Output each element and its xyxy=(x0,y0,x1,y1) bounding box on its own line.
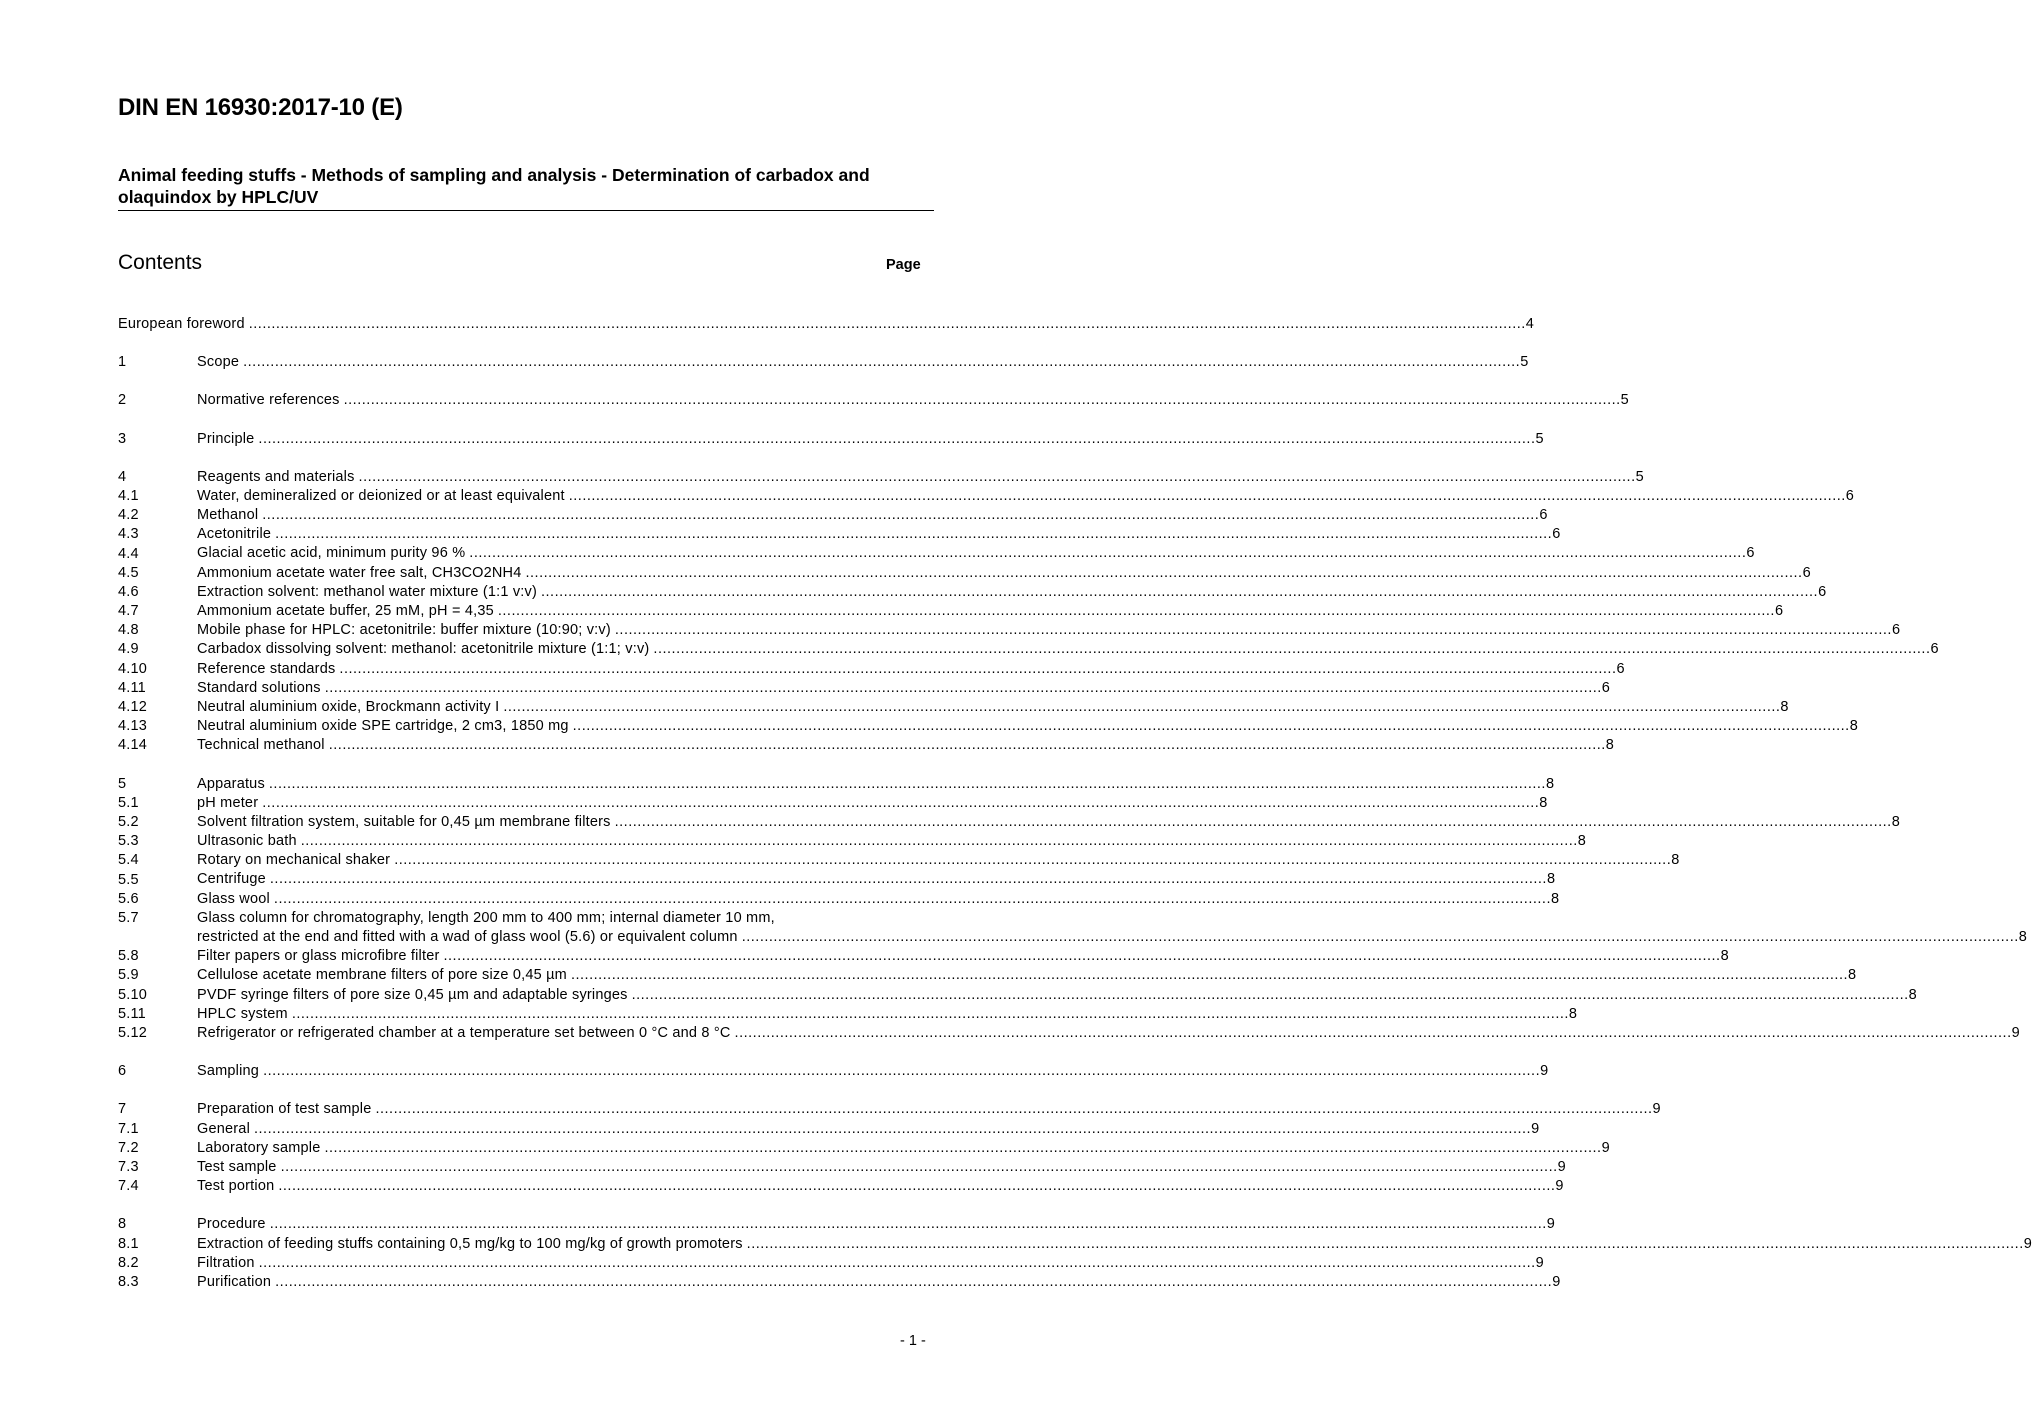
toc-entry[interactable] xyxy=(118,986,1917,1005)
toc-entry-number: 4.13 xyxy=(118,718,148,735)
toc-entry-label: Acetonitrile xyxy=(197,526,272,543)
toc-dot-leader xyxy=(259,1254,1536,1273)
toc-entry-number: 4.6 xyxy=(118,583,139,600)
toc-entry[interactable] xyxy=(118,525,1561,544)
toc-entry[interactable] xyxy=(118,430,1544,449)
toc-entry-label: European foreword xyxy=(118,315,245,332)
toc-entry-page: 9 xyxy=(1540,1063,1549,1080)
toc-dot-leader xyxy=(747,1235,2024,1254)
toc-entry-page: 5 xyxy=(1535,430,1544,447)
toc-dot-leader xyxy=(526,564,1803,583)
toc-entry[interactable] xyxy=(118,832,1587,851)
toc-entry-number: 4.10 xyxy=(118,660,148,677)
toc-entry-number: 5.3 xyxy=(118,833,139,850)
toc-entry-label: Standard solutions xyxy=(197,679,321,696)
toc-entry[interactable] xyxy=(118,602,1784,621)
toc-entry[interactable] xyxy=(118,1273,1561,1292)
toc-dot-leader xyxy=(262,794,1539,813)
toc-entry[interactable] xyxy=(118,315,1535,334)
toc-entry-number: 4 xyxy=(118,468,127,485)
toc-entry-page: 5 xyxy=(1520,354,1529,371)
toc-entry[interactable] xyxy=(118,966,1857,985)
toc-entry[interactable] xyxy=(118,1024,2020,1043)
toc-entry[interactable] xyxy=(118,1158,1566,1177)
page-column-heading: Page xyxy=(886,257,921,273)
toc-dot-leader xyxy=(274,890,1551,909)
toc-entry[interactable] xyxy=(118,1235,2032,1254)
toc-dot-leader xyxy=(375,1100,1652,1119)
toc-dot-leader xyxy=(270,870,1547,889)
toc-entry-page: 4 xyxy=(1525,315,1535,332)
toc-entry-page: 6 xyxy=(1539,507,1548,524)
toc-entry-number: 4.12 xyxy=(118,699,148,715)
toc-entry-label: Extraction of feeding stuffs containing 0,5 mg/kg to 100 mg/kg of growth promoters xyxy=(197,1235,743,1252)
toc-entry-number: 4.1 xyxy=(118,487,139,504)
toc-dot-leader xyxy=(329,736,1606,755)
toc-entry[interactable] xyxy=(118,851,1680,870)
toc-entry-page: 8 xyxy=(1671,852,1680,869)
toc-entry[interactable] xyxy=(118,564,1811,583)
toc-entry-page: 9 xyxy=(2023,1235,2032,1252)
toc-group xyxy=(118,1215,2032,1292)
toc-entry-page: 9 xyxy=(1531,1120,1540,1137)
toc-entry[interactable] xyxy=(118,871,1556,890)
toc-entry-number: 4.8 xyxy=(118,622,139,639)
toc-entry-page: 6 xyxy=(1845,487,1855,504)
toc-entry-number: 4.7 xyxy=(118,603,139,620)
toc-entry-label: Carbadox dissolving solvent: methanol: acetonitrile mixture (1:1; v:v) xyxy=(197,641,650,658)
toc-entry-number: 4.5 xyxy=(118,564,139,581)
toc-entry[interactable] xyxy=(118,1062,1549,1081)
document-title: Animal feeding stuffs - Methods of sampling and analysis - Determination of carbadox and olaquindox by HPLC/UV xyxy=(118,165,870,207)
toc-entry-number: 5.9 xyxy=(118,967,139,984)
toc-entry-number: 7.3 xyxy=(118,1158,139,1175)
toc-dot-leader xyxy=(339,660,1616,679)
toc-entry-label: Centrifuge xyxy=(197,871,266,888)
toc-entry-number: 8.2 xyxy=(118,1254,139,1271)
toc-entry-page: 6 xyxy=(1746,545,1755,562)
toc-entry[interactable] xyxy=(118,890,1560,909)
toc-entry-label: Scope xyxy=(197,354,240,371)
toc-dot-leader xyxy=(444,947,1721,966)
toc-dot-leader xyxy=(269,775,1546,794)
toc-entry-number: 7.4 xyxy=(118,1178,139,1195)
toc-entry[interactable] xyxy=(118,1120,1540,1139)
toc-dot-leader xyxy=(292,1005,1569,1024)
toc-entry-number: 5.5 xyxy=(118,871,139,888)
toc-entry-label: HPLC system xyxy=(197,1005,288,1022)
toc-entry-page: 6 xyxy=(1616,660,1625,677)
toc-entry-label: Test portion xyxy=(197,1178,275,1195)
toc-dot-leader xyxy=(615,621,1892,640)
toc-entry-page: 6 xyxy=(1891,622,1901,639)
toc-entry-number: 5.8 xyxy=(118,948,139,965)
toc-entry-number: 5.12 xyxy=(118,1025,148,1042)
toc-entry-number: 5.4 xyxy=(118,852,139,869)
toc-entry-page: 9 xyxy=(1552,1273,1561,1290)
toc-entry-number: 8 xyxy=(118,1216,127,1233)
toc-entry-label: Reagents and materials xyxy=(197,468,355,485)
toc-entry-page: 9 xyxy=(1557,1158,1566,1175)
toc-entry-page: 8 xyxy=(1577,833,1587,850)
toc-entry-label: Glass wool xyxy=(197,890,270,907)
toc-entry-number: 7.2 xyxy=(118,1139,139,1156)
toc-entry-label: Sampling xyxy=(197,1063,260,1080)
toc-entry-label: restricted at the end and fitted with a wad of glass wool (5.6) or equivalent column xyxy=(197,929,738,946)
toc-entry[interactable] xyxy=(118,660,1625,679)
toc-entry-page: 8 xyxy=(1605,737,1615,754)
toc-entry-label: Ammonium acetate buffer, 25 mM, pH = 4,35 xyxy=(197,603,494,620)
toc-dot-leader xyxy=(275,1273,1552,1292)
toc-entry-page: 8 xyxy=(1848,967,1857,984)
toc-entry-label: Neutral aluminium oxide, Brockmann activity I xyxy=(197,698,500,715)
toc-entry-label: Reference standards xyxy=(197,660,336,677)
toc-entry-page: 8 xyxy=(2018,929,2028,946)
toc-entry-page: 6 xyxy=(1930,641,1939,658)
toc-entry-page: 6 xyxy=(1601,679,1611,696)
toc-entry-label: Filtration xyxy=(197,1254,255,1271)
toc-entry-label: Rotary on mechanical shaker xyxy=(197,852,391,869)
toc-entry-number: 4.9 xyxy=(118,641,139,658)
toc-entry-page: 5 xyxy=(1635,468,1644,485)
toc-entry-page: 8 xyxy=(1545,775,1555,792)
toc-group xyxy=(118,391,1629,410)
toc-entry[interactable] xyxy=(118,487,1855,506)
toc-entry-page: 9 xyxy=(2011,1025,2020,1041)
toc-entry-page: 6 xyxy=(1818,583,1827,600)
toc-entry-label: Methanol xyxy=(197,507,259,524)
toc-entry-label: Mobile phase for HPLC: acetonitrile: buffer mixture (10:90; v:v) xyxy=(197,622,611,639)
toc-entry-number: 1 xyxy=(118,354,127,371)
toc-dot-leader xyxy=(573,717,1850,736)
toc-entry[interactable] xyxy=(118,679,1611,698)
toc-dot-leader xyxy=(262,506,1539,525)
toc-entry-number: 3 xyxy=(118,430,127,447)
toc-entry[interactable] xyxy=(118,717,1858,736)
toc-entry-number: 5.6 xyxy=(118,890,139,907)
toc-dot-leader xyxy=(541,583,1818,602)
document-id: DIN EN 16930:2017-10 (E) xyxy=(118,94,403,121)
toc-entry[interactable] xyxy=(118,909,2028,947)
toc-dot-leader xyxy=(275,525,1552,544)
toc-entry-page: 8 xyxy=(1568,1005,1578,1022)
toc-entry-page: 9 xyxy=(1555,1178,1564,1195)
toc-dot-leader xyxy=(394,851,1671,870)
toc-dot-leader xyxy=(742,928,2019,947)
toc-entry-page: 6 xyxy=(1802,564,1811,581)
toc-entry-label: Principle xyxy=(197,430,255,447)
toc-entry-page: 8 xyxy=(1780,698,1789,715)
toc-dot-leader xyxy=(653,640,1930,659)
toc-entry-label: Cellulose acetate membrane filters of pore size 0,45 µm xyxy=(197,967,567,984)
toc-entry-label: Test sample xyxy=(197,1158,277,1175)
toc-entry-page: 8 xyxy=(1849,718,1858,735)
toc-dot-leader xyxy=(243,353,1520,372)
toc-entry[interactable] xyxy=(118,1005,1578,1024)
toc-entry-label: Extraction solvent: methanol water mixture (1:1 v:v) xyxy=(197,583,537,600)
toc-entry-label: Procedure xyxy=(197,1216,266,1233)
toc-dot-leader xyxy=(249,315,1526,334)
toc-dot-leader xyxy=(632,986,1909,1005)
toc-dot-leader xyxy=(359,468,1636,487)
toc-entry-label: Apparatus xyxy=(197,775,265,792)
toc-entry-label: Neutral aluminium oxide SPE cartridge, 2 cm3, 1850 mg xyxy=(197,718,569,735)
toc-entry[interactable] xyxy=(118,391,1629,410)
toc-entry-number: 7.1 xyxy=(118,1120,139,1137)
toc-entry[interactable] xyxy=(118,583,1827,602)
toc-entry-number: 4.11 xyxy=(118,679,146,696)
toc-dot-leader xyxy=(270,1215,1547,1234)
toc-entry-number: 4.14 xyxy=(118,737,148,754)
toc-entry-label-line1: Glass column for chromatography, length 200 mm to 400 mm; internal diameter 10 mm, xyxy=(197,909,775,926)
contents-heading: Contents xyxy=(118,251,203,274)
toc-entry[interactable] xyxy=(118,813,1900,832)
toc-entry[interactable] xyxy=(118,736,1615,755)
toc-group xyxy=(118,468,1939,756)
toc-entry-number: 6 xyxy=(118,1063,127,1080)
toc-dot-leader xyxy=(569,487,1846,506)
toc-dot-leader xyxy=(469,544,1746,563)
toc-entry[interactable] xyxy=(118,1254,1544,1273)
toc-entry[interactable] xyxy=(118,640,1939,659)
toc-dot-leader xyxy=(615,813,1892,832)
toc-entry-page: 8 xyxy=(1539,794,1548,811)
toc-group xyxy=(118,1062,1549,1081)
toc-entry-label: Preparation of test sample xyxy=(197,1101,372,1118)
footer-page-number: - 1 - xyxy=(900,1333,926,1349)
toc-entry-number: 8.3 xyxy=(118,1273,139,1290)
toc-entry-page: 9 xyxy=(1535,1254,1544,1271)
toc-group xyxy=(118,353,1529,372)
toc-entry[interactable] xyxy=(118,545,1755,564)
toc-entry-label: Refrigerator or refrigerated chamber at a temperature set between 0 °C and 8 °C xyxy=(197,1025,731,1041)
toc-entry-label: Solvent filtration system, suitable for 0,45 µm membrane filters xyxy=(197,813,611,830)
title-divider xyxy=(118,210,934,211)
toc-entry-number: 4.4 xyxy=(118,545,139,562)
toc-entry[interactable] xyxy=(118,506,1548,525)
toc-dot-leader xyxy=(344,391,1621,410)
toc-entry-page: 8 xyxy=(1891,813,1900,830)
toc-entry[interactable] xyxy=(118,1177,1564,1196)
toc-entry-page: 8 xyxy=(1550,890,1560,907)
toc-entry-number: 5.7 xyxy=(118,909,139,926)
toc-dot-leader xyxy=(571,966,1848,985)
toc-dot-leader xyxy=(263,1062,1540,1081)
toc-entry[interactable] xyxy=(118,1100,1661,1119)
toc-entry-number: 5.10 xyxy=(118,986,148,1003)
toc-entry-number: 5.1 xyxy=(118,794,139,811)
toc-group xyxy=(118,1100,1661,1196)
toc-entry-number: 8.1 xyxy=(118,1235,139,1252)
toc-entry[interactable] xyxy=(118,775,1555,794)
toc-entry-label: Purification xyxy=(197,1273,272,1290)
toc-entry[interactable] xyxy=(118,468,1644,487)
toc-entry[interactable] xyxy=(118,698,1789,717)
toc-dot-leader xyxy=(258,430,1535,449)
toc-entry-label: Glacial acetic acid, minimum purity 96 % xyxy=(197,545,466,562)
toc-entry-page: 9 xyxy=(1601,1139,1610,1156)
toc-entry-number: 5.2 xyxy=(118,813,139,830)
toc-dot-leader xyxy=(254,1120,1531,1139)
toc-entry-label: Laboratory sample xyxy=(197,1139,321,1156)
toc-entry-page: 8 xyxy=(1908,986,1917,1003)
toc-entry-label: pH meter xyxy=(197,794,259,811)
toc-entry[interactable] xyxy=(118,353,1529,372)
toc-dot-leader xyxy=(301,832,1578,851)
toc-entry-page: 6 xyxy=(1552,526,1561,543)
toc-entry[interactable] xyxy=(118,621,1901,640)
toc-entry-label: Ammonium acetate water free salt, CH3CO2NH4 xyxy=(197,564,522,581)
toc-entry-page: 8 xyxy=(1720,948,1729,965)
toc-entry-label: PVDF syringe filters of pore size 0,45 µm and adaptable syringes xyxy=(197,986,628,1003)
table-of-contents xyxy=(118,315,2032,1311)
toc-group xyxy=(118,775,2028,1044)
toc-group xyxy=(118,430,1544,449)
toc-dot-leader xyxy=(503,698,1780,717)
toc-dot-leader xyxy=(735,1024,2012,1043)
toc-entry-number: 2 xyxy=(118,392,127,409)
toc-dot-leader xyxy=(325,679,1602,698)
toc-entry-page: 5 xyxy=(1620,392,1629,409)
toc-entry-label: Ultrasonic bath xyxy=(197,833,297,850)
toc-entry[interactable] xyxy=(118,1215,1556,1234)
toc-entry-page: 8 xyxy=(1546,871,1556,888)
toc-entry-number: 5.11 xyxy=(118,1005,146,1022)
toc-entry[interactable] xyxy=(118,1139,1610,1158)
toc-dot-leader xyxy=(281,1158,1558,1177)
toc-entry-number: 5 xyxy=(118,775,127,792)
toc-dot-leader xyxy=(278,1177,1555,1196)
toc-entry-label: Filter papers or glass microfibre filter xyxy=(197,948,440,965)
toc-entry-number: 4.3 xyxy=(118,526,139,543)
toc-entry-page: 9 xyxy=(1546,1216,1556,1233)
toc-entry-number: 4.2 xyxy=(118,507,139,524)
toc-entry-label: Technical methanol xyxy=(197,737,325,754)
toc-entry[interactable] xyxy=(118,794,1548,813)
toc-group xyxy=(118,315,1535,334)
toc-entry-label: Normative references xyxy=(197,392,340,409)
toc-entry[interactable] xyxy=(118,947,1729,966)
toc-entry-label: General xyxy=(197,1120,250,1137)
toc-entry-page: 6 xyxy=(1774,603,1784,620)
toc-dot-leader xyxy=(498,602,1775,621)
toc-entry-page: 9 xyxy=(1652,1101,1661,1118)
toc-entry-number: 7 xyxy=(118,1101,127,1118)
toc-dot-leader xyxy=(325,1139,1602,1158)
toc-entry-label: Water, demineralized or deionized or at least equivalent xyxy=(197,487,565,504)
